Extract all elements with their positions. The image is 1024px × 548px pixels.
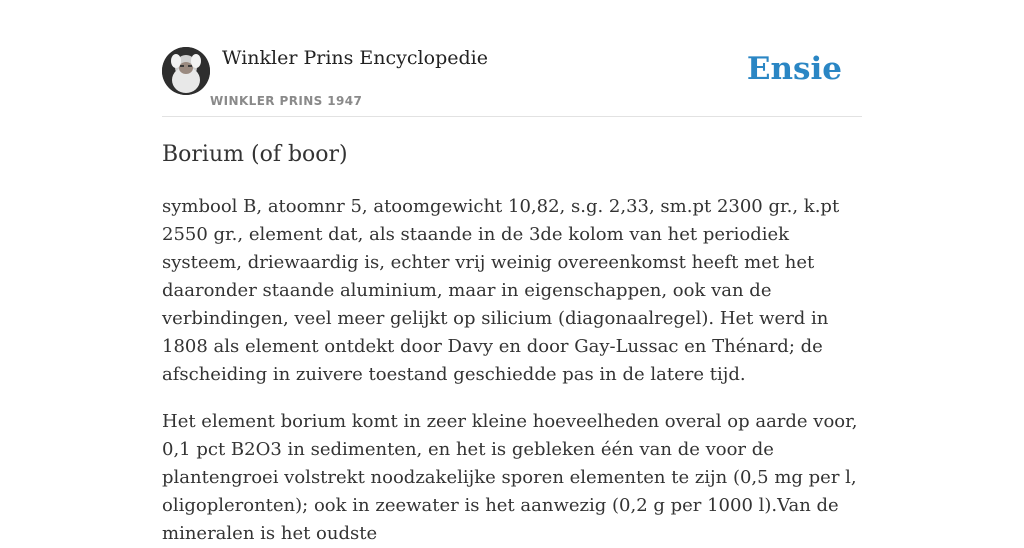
site-subtitle: WINKLER PRINS 1947 [210,94,363,108]
bearded-man-portrait-icon [162,47,210,95]
ensie-logo-link[interactable]: Ensie [746,51,842,87]
site-header [162,45,862,117]
article-title: Borium (of boor) [162,142,348,167]
article-paragraph-1: symbool B, atoomnr 5, atoomgewicht 10,82, s.g. 2,33, sm.pt 2300 gr., k.pt 2550 gr., element dat, als staande in de 3de kolom van het periodiek systeem, driewaardig is, echter vrij weinig overeenkomst heeft met het daaronder staande aluminium, maar in eigenschappen, ook van de verbindingen, veel meer gelijkt op silicium (diagonaalregel). Het werd in 1808 als element ontdekt door Davy en door Gay-Lussac en Thénard; de afscheiding in zuivere toestand geschiedde pas in de latere tijd. [162,196,840,385]
article [162,140,862,548]
site-title[interactable]: Winkler Prins Encyclopedie [222,47,488,69]
article-paragraph-2: Het element borium komt in zeer kleine hoeveelheden overal op aarde voor, 0,1 pct B2O3 in sedimenten, en het is gebleken één van de voor de plantengroei volstrekt noodzakelijke sporen elementen te zijn (0,5 mg per l, oligopleronten); ook in zeewater is het aanwezig (0,2 g per 1000 l).Van de mineralen is het oudste [162,411,858,544]
